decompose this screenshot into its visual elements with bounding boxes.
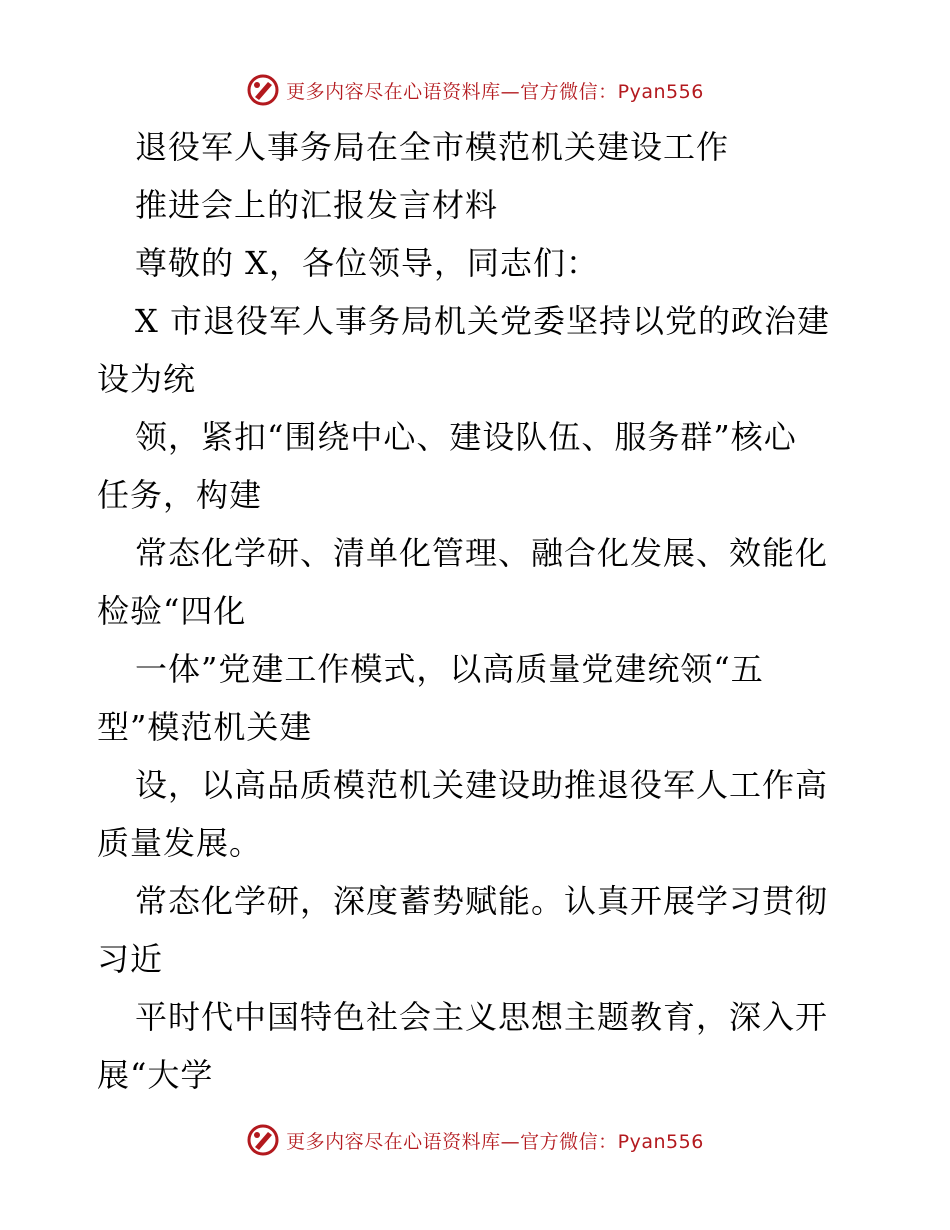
brand-logo-icon (246, 73, 280, 107)
paragraph-line: 设，以高品质模范机关建设助推退役军人工作高 (135, 766, 829, 804)
brand-logo-icon (246, 1123, 280, 1157)
paragraph-line: 型”模范机关建 (97, 708, 313, 746)
watermark-header (0, 70, 950, 110)
paragraph-line: 任务，构建 (97, 476, 263, 514)
paragraph-line: 检验“四化 (97, 592, 247, 630)
paragraph-line: 质量发展。 (97, 824, 263, 862)
document-body (97, 118, 857, 1104)
paragraph-line: 平时代中国特色社会主义思想主题教育，深入开 (135, 998, 829, 1036)
paragraph-line: 推进会上的汇报发言材料 (135, 186, 499, 224)
watermark-text: 更多内容尽在心语资料库—官方微信：Pyan556 (286, 80, 704, 103)
paragraph-line: X 市退役军人事务局机关党委坚持以党的政治建 (135, 302, 830, 340)
paragraph-line: 习近 (97, 940, 164, 978)
watermark-footer (0, 1120, 950, 1160)
paragraph-line: 设为统 (97, 360, 197, 398)
paragraph-line: 领，紧扣“围绕中心、建设队伍、服务群”核心 (135, 418, 797, 456)
paragraph-line: 展“大学 (97, 1056, 214, 1094)
paragraph-line: 常态化学研、清单化管理、融合化发展、效能化 (135, 534, 829, 572)
paragraph-line: 一体”党建工作模式，以高质量党建统领“五 (135, 650, 764, 688)
watermark-text: 更多内容尽在心语资料库—官方微信：Pyan556 (286, 1130, 704, 1153)
paragraph-line: 常态化学研，深度蓄势赋能。认真开展学习贯彻 (135, 882, 829, 920)
paragraph-line: 尊敬的 X，各位领导，同志们： (135, 244, 599, 282)
paragraph-line: 退役军人事务局在全市模范机关建设工作 (135, 128, 730, 166)
